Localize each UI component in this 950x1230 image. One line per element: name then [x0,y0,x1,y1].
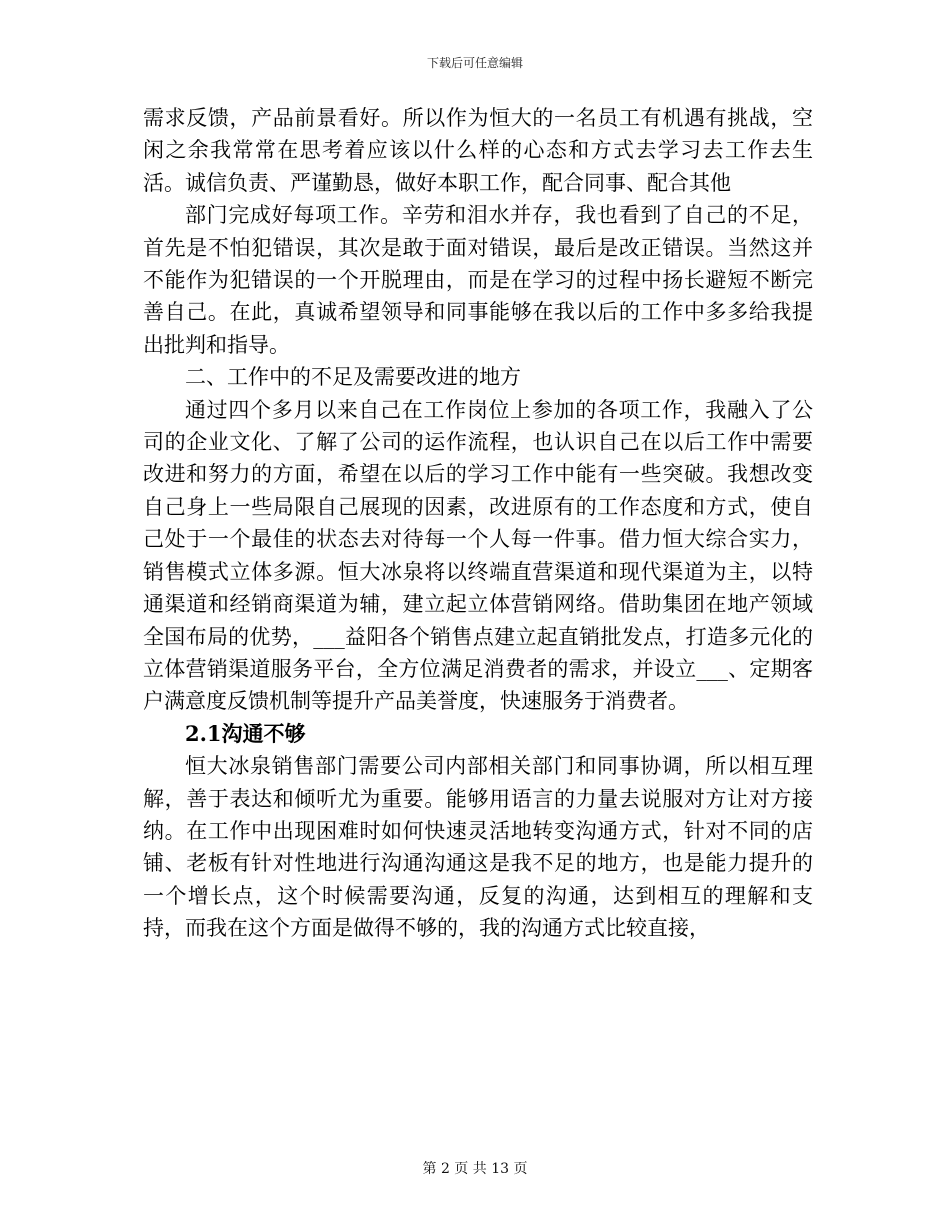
header-note: 下载后可任意编辑 [426,56,523,70]
section-title: 二、工作中的不足及需要改进的地方 [185,365,521,390]
page-number: 第 2 页 共 13 页 [422,1161,528,1177]
document-body [143,102,813,945]
paragraph: 恒大冰泉销售部门需要公司内部相关部门和同事协调，所以相互理解，善于表达和倾听尤为重要。能够用语言的力量去说服对方让对方接纳。在工作中出现困难时如何快速灵活地转变沟通方式，针对不同的店铺、老板有针对性地进行沟通沟通这是我不足的地方，也是能力提升的一个增长点，这个时候需要沟通，反复的沟通，达到相互的理解和支持，而我在这个方面是做得不够的，我的沟通方式比较直接， [143,754,813,941]
paragraph: 通过四个多月以来自己在工作岗位上参加的各项工作，我融入了公司的企业文化、了解了公司的运作流程，也认识自己在以后工作中需要改进和努力的方面，希望在以后的学习工作中能有一些突破。我想改变自己身上一些局限自己展现的因素，改进原有的工作态度和方式，使自己处于一个最佳的状态去对待每一个人每一件事。借力恒大综合实力，销售模式立体多源。恒大冰泉将以终端直营渠道和现代渠道为主，以特通渠道和经销商渠道为辅，建立起立体营销网络。借助集团在地产领域全国布局的优势，___益阳各个销售点建立起直销批发点，打造多元化的立体营销渠道服务平台，全方位满足消费者的需求，并设立___、定期客户满意度反馈机制等提升产品美誉度，快速服务于消费者。 [143,397,813,714]
paragraph: 需求反馈，产品前景看好。所以作为恒大的一名员工有机遇有挑战，空闲之余我常常在思考着应该以什么样的心态和方式去学习去工作去生活。诚信负责、严谨勤恳，做好本职工作，配合同事、配合其他 [143,106,813,195]
paragraph: 部门完成好每项工作。辛劳和泪水并存，我也看到了自己的不足，首先是不怕犯错误，其次是敢于面对错误，最后是改正错误。当然这并不能作为犯错误的一个开脱理由，而是在学习的过程中扬长避短不断完善自己。在此，真诚希望领导和同事能够在我以后的工作中多多给我提出批判和指导。 [143,203,813,357]
subsection-heading: 2.1沟通不够 [185,720,306,746]
